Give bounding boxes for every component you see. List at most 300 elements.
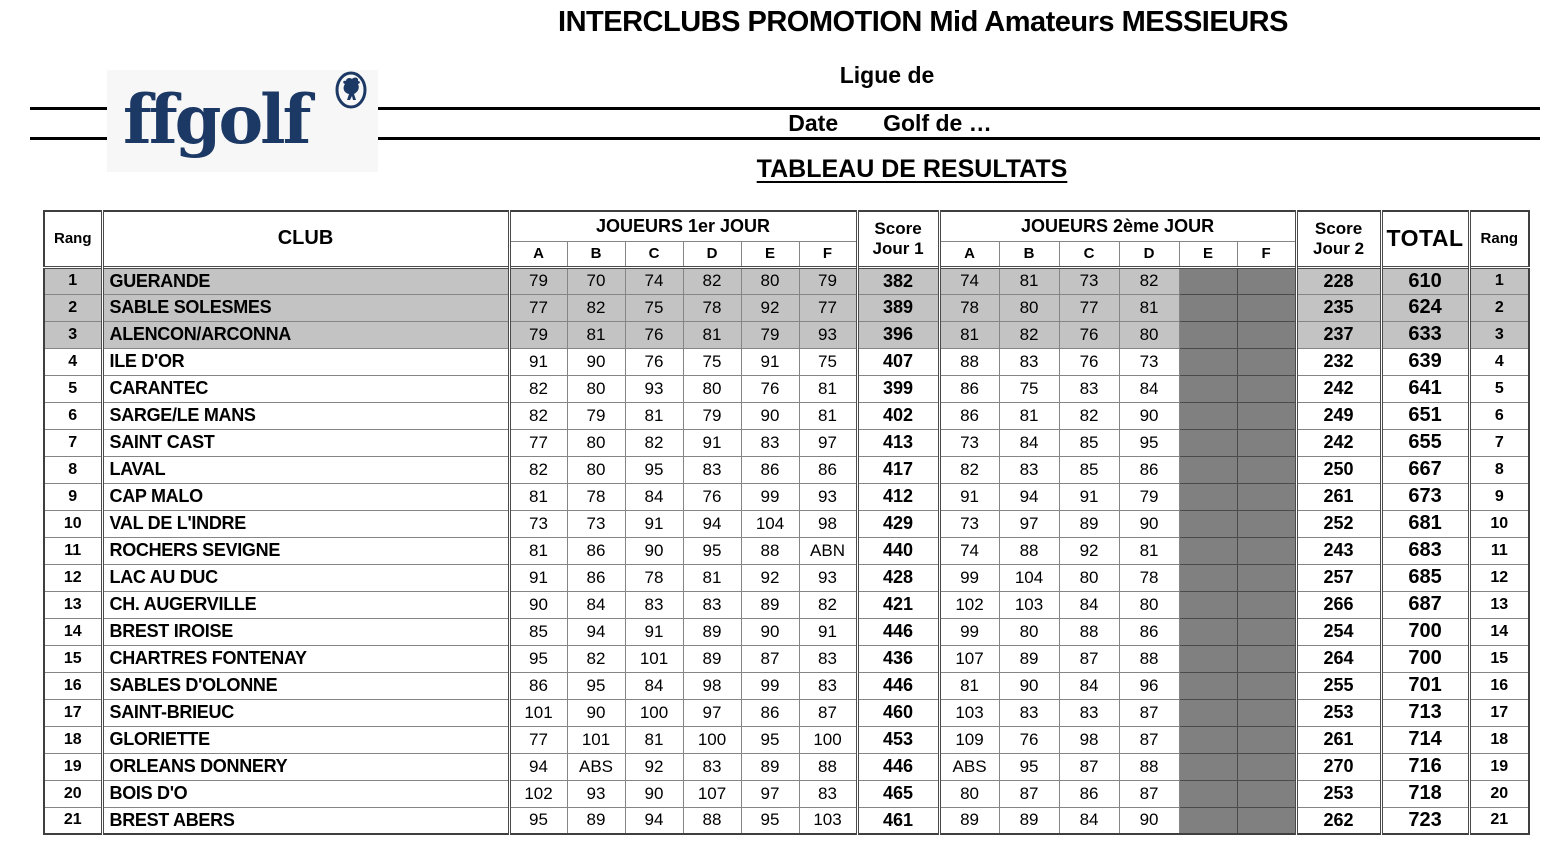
- header-day1-c: C: [625, 241, 683, 267]
- total-cell: 633: [1381, 321, 1469, 348]
- day2-score-cell: 89: [939, 807, 999, 834]
- total-cell: 714: [1381, 726, 1469, 753]
- day1-score-cell: 76: [683, 483, 741, 510]
- total-cell: 655: [1381, 429, 1469, 456]
- empty-cell: [1237, 591, 1296, 618]
- day2-score-cell: 84: [1059, 591, 1119, 618]
- day2-score-cell: 78: [1119, 564, 1179, 591]
- table-row: [44, 510, 1529, 537]
- day1-score-cell: 83: [625, 591, 683, 618]
- day1-score-cell: 78: [625, 564, 683, 591]
- score-day1-cell: 465: [857, 780, 939, 807]
- day1-score-cell: 101: [625, 645, 683, 672]
- score-day2-cell: 252: [1296, 510, 1381, 537]
- day2-score-cell: 81: [999, 402, 1059, 429]
- empty-cell: [1179, 564, 1237, 591]
- club-cell: SAINT-BRIEUC: [102, 699, 509, 726]
- day1-score-cell: 90: [567, 348, 625, 375]
- table-row: [44, 564, 1529, 591]
- total-cell: 687: [1381, 591, 1469, 618]
- day1-score-cell: 92: [625, 753, 683, 780]
- day1-score-cell: 94: [683, 510, 741, 537]
- day1-score-cell: 93: [799, 564, 857, 591]
- date-label: Date: [788, 110, 839, 136]
- day1-score-cell: 88: [741, 537, 799, 564]
- day2-score-cell: 81: [939, 321, 999, 348]
- club-cell: CHARTRES FONTENAY: [102, 645, 509, 672]
- day2-score-cell: 80: [1059, 564, 1119, 591]
- day2-score-cell: 78: [939, 294, 999, 321]
- day2-score-cell: 87: [1119, 726, 1179, 753]
- day1-score-cell: 89: [741, 753, 799, 780]
- day1-score-cell: 93: [799, 483, 857, 510]
- day1-score-cell: 97: [683, 699, 741, 726]
- day1-score-cell: 81: [683, 564, 741, 591]
- day2-score-cell: 94: [999, 483, 1059, 510]
- rank-cell: 20: [44, 780, 102, 807]
- day2-score-cell: 86: [1059, 780, 1119, 807]
- empty-cell: [1179, 726, 1237, 753]
- day1-score-cell: 82: [509, 456, 567, 483]
- day2-score-cell: 83: [999, 348, 1059, 375]
- day1-score-cell: 73: [509, 510, 567, 537]
- rank-cell: 16: [1469, 672, 1529, 699]
- header-day2-c: C: [1059, 241, 1119, 267]
- day1-score-cell: 98: [683, 672, 741, 699]
- empty-cell: [1237, 267, 1296, 294]
- day1-score-cell: 93: [799, 321, 857, 348]
- day1-score-cell: 95: [567, 672, 625, 699]
- day2-score-cell: 103: [999, 591, 1059, 618]
- day1-score-cell: 89: [567, 807, 625, 834]
- day2-score-cell: 84: [1059, 807, 1119, 834]
- table-row: [44, 402, 1529, 429]
- score-day2-cell: 250: [1296, 456, 1381, 483]
- rank-cell: 12: [1469, 564, 1529, 591]
- day1-score-cell: 79: [799, 267, 857, 294]
- day1-score-cell: 94: [567, 618, 625, 645]
- rank-cell: 13: [44, 591, 102, 618]
- score-day2-cell: 257: [1296, 564, 1381, 591]
- rank-cell: 11: [44, 537, 102, 564]
- day1-score-cell: 76: [625, 348, 683, 375]
- empty-cell: [1237, 537, 1296, 564]
- day1-score-cell: 75: [683, 348, 741, 375]
- day2-score-cell: 89: [1059, 510, 1119, 537]
- day1-score-cell: 79: [683, 402, 741, 429]
- day1-score-cell: 100: [799, 726, 857, 753]
- day2-score-cell: 96: [1119, 672, 1179, 699]
- table-row: [44, 645, 1529, 672]
- document-title: INTERCLUBS PROMOTION Mid Amateurs MESSIEURS: [558, 6, 1288, 38]
- empty-cell: [1179, 699, 1237, 726]
- date-golf-line: [788, 110, 991, 137]
- day2-score-cell: 76: [999, 726, 1059, 753]
- day2-score-cell: 80: [1119, 321, 1179, 348]
- club-cell: SABLE SOLESMES: [102, 294, 509, 321]
- day2-score-cell: 73: [1059, 267, 1119, 294]
- day2-score-cell: 99: [939, 564, 999, 591]
- score-day2-cell: 264: [1296, 645, 1381, 672]
- score1-label-line2: Jour 1: [872, 238, 924, 258]
- day2-score-cell: 83: [999, 699, 1059, 726]
- header-day2-f: F: [1237, 241, 1296, 267]
- day2-score-cell: 91: [1059, 483, 1119, 510]
- table-row: [44, 807, 1529, 834]
- score2-label-line1: Score: [1314, 219, 1363, 239]
- score-day1-cell: 396: [857, 321, 939, 348]
- rank-cell: 17: [44, 699, 102, 726]
- table-row: [44, 321, 1529, 348]
- day1-score-cell: 78: [683, 294, 741, 321]
- total-cell: 667: [1381, 456, 1469, 483]
- empty-cell: [1237, 402, 1296, 429]
- score-day2-cell: 242: [1296, 429, 1381, 456]
- day2-score-cell: 82: [1059, 402, 1119, 429]
- score-day1-cell: 402: [857, 402, 939, 429]
- day2-score-cell: 82: [939, 456, 999, 483]
- score-day1-cell: 412: [857, 483, 939, 510]
- day1-score-cell: 88: [799, 753, 857, 780]
- score-day2-cell: 242: [1296, 375, 1381, 402]
- ligue-line: Ligue de: [839, 62, 935, 88]
- rank-cell: 3: [1469, 321, 1529, 348]
- day1-score-cell: 78: [567, 483, 625, 510]
- day2-score-cell: 98: [1059, 726, 1119, 753]
- club-cell: CH. AUGERVILLE: [102, 591, 509, 618]
- day1-score-cell: 81: [683, 321, 741, 348]
- rank-cell: 5: [1469, 375, 1529, 402]
- day2-score-cell: 83: [999, 456, 1059, 483]
- day1-score-cell: 80: [741, 267, 799, 294]
- rank-cell: 19: [1469, 753, 1529, 780]
- rank-cell: 8: [44, 456, 102, 483]
- rank-cell: 16: [44, 672, 102, 699]
- day1-score-cell: 80: [567, 375, 625, 402]
- rank-cell: 18: [1469, 726, 1529, 753]
- day1-score-cell: 82: [799, 591, 857, 618]
- total-cell: 651: [1381, 402, 1469, 429]
- total-cell: 716: [1381, 753, 1469, 780]
- day2-score-cell: 88: [1119, 753, 1179, 780]
- score-day2-cell: 262: [1296, 807, 1381, 834]
- day2-score-cell: 109: [939, 726, 999, 753]
- total-cell: 701: [1381, 672, 1469, 699]
- rank-cell: 15: [44, 645, 102, 672]
- day2-score-cell: 103: [939, 699, 999, 726]
- total-cell: 624: [1381, 294, 1469, 321]
- day1-score-cell: 79: [509, 267, 567, 294]
- rank-cell: 6: [1469, 402, 1529, 429]
- score-day2-cell: 254: [1296, 618, 1381, 645]
- header-club: CLUB: [102, 211, 509, 267]
- rule-line: [378, 137, 1540, 140]
- score-day1-cell: 446: [857, 672, 939, 699]
- day1-score-cell: 70: [567, 267, 625, 294]
- rule-line: [30, 107, 110, 110]
- score-day1-cell: 429: [857, 510, 939, 537]
- day2-score-cell: 84: [1119, 375, 1179, 402]
- club-cell: ORLEANS DONNERY: [102, 753, 509, 780]
- day1-score-cell: 97: [741, 780, 799, 807]
- header-day1-f: F: [799, 241, 857, 267]
- day2-score-cell: 104: [999, 564, 1059, 591]
- golf-label: Golf de …: [883, 110, 992, 136]
- rank-cell: 10: [1469, 510, 1529, 537]
- day2-score-cell: 88: [999, 537, 1059, 564]
- score-day1-cell: 461: [857, 807, 939, 834]
- score-day1-cell: 417: [857, 456, 939, 483]
- empty-cell: [1179, 510, 1237, 537]
- day1-score-cell: 95: [509, 807, 567, 834]
- day1-score-cell: 92: [741, 294, 799, 321]
- empty-cell: [1237, 510, 1296, 537]
- empty-cell: [1179, 429, 1237, 456]
- rank-cell: 5: [44, 375, 102, 402]
- day1-score-cell: 91: [683, 429, 741, 456]
- day2-score-cell: 107: [939, 645, 999, 672]
- day2-score-cell: 86: [1119, 456, 1179, 483]
- header-total: TOTAL: [1381, 211, 1469, 267]
- day1-score-cell: 80: [683, 375, 741, 402]
- table-row: [44, 483, 1529, 510]
- empty-cell: [1179, 672, 1237, 699]
- day2-score-cell: 81: [939, 672, 999, 699]
- empty-cell: [1237, 618, 1296, 645]
- day1-score-cell: 98: [799, 510, 857, 537]
- day2-score-cell: 80: [1119, 591, 1179, 618]
- day1-score-cell: 84: [625, 672, 683, 699]
- day1-score-cell: 99: [741, 672, 799, 699]
- club-cell: LAC AU DUC: [102, 564, 509, 591]
- day1-score-cell: 88: [683, 807, 741, 834]
- rank-cell: 9: [44, 483, 102, 510]
- rank-cell: 10: [44, 510, 102, 537]
- day2-score-cell: 87: [1119, 699, 1179, 726]
- header-day2-group: JOUEURS 2ème JOUR: [939, 211, 1296, 241]
- day1-score-cell: 83: [741, 429, 799, 456]
- day2-score-cell: 75: [999, 375, 1059, 402]
- results-table: [43, 210, 1530, 835]
- table-row: [44, 780, 1529, 807]
- table-row: [44, 618, 1529, 645]
- club-cell: ROCHERS SEVIGNE: [102, 537, 509, 564]
- day1-score-cell: 97: [799, 429, 857, 456]
- day1-score-cell: 90: [741, 402, 799, 429]
- day2-score-cell: 82: [1119, 267, 1179, 294]
- club-cell: CAP MALO: [102, 483, 509, 510]
- day1-score-cell: 87: [741, 645, 799, 672]
- day2-score-cell: 86: [1119, 618, 1179, 645]
- score2-label-line2: Jour 2: [1313, 238, 1365, 258]
- total-cell: 718: [1381, 780, 1469, 807]
- rank-cell: 13: [1469, 591, 1529, 618]
- day1-score-cell: 87: [799, 699, 857, 726]
- day1-score-cell: 91: [625, 510, 683, 537]
- score-day2-cell: 270: [1296, 753, 1381, 780]
- score-day1-cell: 460: [857, 699, 939, 726]
- day1-score-cell: 91: [509, 564, 567, 591]
- empty-cell: [1179, 375, 1237, 402]
- day1-score-cell: 107: [683, 780, 741, 807]
- day1-score-cell: 91: [625, 618, 683, 645]
- day1-score-cell: 90: [567, 699, 625, 726]
- header-day2-e: E: [1179, 241, 1237, 267]
- table-row: [44, 267, 1529, 294]
- day2-score-cell: 80: [999, 618, 1059, 645]
- rank-cell: 6: [44, 402, 102, 429]
- empty-cell: [1237, 780, 1296, 807]
- day2-score-cell: 86: [939, 402, 999, 429]
- table-row: [44, 753, 1529, 780]
- rank-cell: 18: [44, 726, 102, 753]
- day1-score-cell: 101: [509, 699, 567, 726]
- header-day1-group: JOUEURS 1er JOUR: [509, 211, 857, 241]
- rooster-icon: [334, 70, 368, 110]
- score-day2-cell: 266: [1296, 591, 1381, 618]
- total-cell: 685: [1381, 564, 1469, 591]
- empty-cell: [1179, 483, 1237, 510]
- score-day2-cell: 253: [1296, 780, 1381, 807]
- rank-cell: 4: [1469, 348, 1529, 375]
- club-cell: LAVAL: [102, 456, 509, 483]
- day1-score-cell: 83: [799, 780, 857, 807]
- rank-cell: 15: [1469, 645, 1529, 672]
- day2-score-cell: 87: [1059, 753, 1119, 780]
- day1-score-cell: 95: [741, 807, 799, 834]
- score-day1-cell: 399: [857, 375, 939, 402]
- total-cell: 713: [1381, 699, 1469, 726]
- day1-score-cell: 82: [509, 402, 567, 429]
- day2-score-cell: 80: [999, 294, 1059, 321]
- empty-cell: [1179, 294, 1237, 321]
- day1-score-cell: 93: [625, 375, 683, 402]
- day1-score-cell: 79: [741, 321, 799, 348]
- empty-cell: [1179, 591, 1237, 618]
- day1-score-cell: 81: [509, 537, 567, 564]
- score-day2-cell: 255: [1296, 672, 1381, 699]
- rank-cell: 11: [1469, 537, 1529, 564]
- day1-score-cell: 74: [625, 267, 683, 294]
- score-day2-cell: 228: [1296, 267, 1381, 294]
- header-rank-2: Rang: [1469, 211, 1529, 267]
- club-cell: CARANTEC: [102, 375, 509, 402]
- day1-score-cell: 101: [567, 726, 625, 753]
- day1-score-cell: 95: [683, 537, 741, 564]
- day1-score-cell: 82: [625, 429, 683, 456]
- table-row: [44, 537, 1529, 564]
- header-day1-e: E: [741, 241, 799, 267]
- empty-cell: [1237, 645, 1296, 672]
- header-day2-d: D: [1119, 241, 1179, 267]
- empty-cell: [1179, 753, 1237, 780]
- total-cell: 641: [1381, 375, 1469, 402]
- table-row: [44, 726, 1529, 753]
- day1-score-cell: 80: [567, 456, 625, 483]
- empty-cell: [1237, 807, 1296, 834]
- day1-score-cell: 104: [741, 510, 799, 537]
- club-cell: BREST ABERS: [102, 807, 509, 834]
- day1-score-cell: 85: [509, 618, 567, 645]
- day1-score-cell: 86: [567, 564, 625, 591]
- empty-cell: [1237, 456, 1296, 483]
- table-row: [44, 375, 1529, 402]
- club-cell: SAINT CAST: [102, 429, 509, 456]
- score-day2-cell: 261: [1296, 483, 1381, 510]
- day1-score-cell: 81: [625, 402, 683, 429]
- day1-score-cell: 92: [741, 564, 799, 591]
- rank-cell: 14: [1469, 618, 1529, 645]
- club-cell: ILE D'OR: [102, 348, 509, 375]
- day2-score-cell: 90: [1119, 510, 1179, 537]
- empty-cell: [1237, 429, 1296, 456]
- day1-score-cell: 83: [683, 753, 741, 780]
- day2-score-cell: 77: [1059, 294, 1119, 321]
- rank-cell: 14: [44, 618, 102, 645]
- day1-score-cell: 81: [799, 402, 857, 429]
- header-day1-a: A: [509, 241, 567, 267]
- day2-score-cell: 76: [1059, 348, 1119, 375]
- day1-score-cell: 100: [625, 699, 683, 726]
- score-day1-cell: 407: [857, 348, 939, 375]
- total-cell: 700: [1381, 645, 1469, 672]
- score-day2-cell: 249: [1296, 402, 1381, 429]
- day1-score-cell: 79: [509, 321, 567, 348]
- day2-score-cell: 88: [1059, 618, 1119, 645]
- empty-cell: [1237, 699, 1296, 726]
- day2-score-cell: 74: [939, 267, 999, 294]
- score-day2-cell: 232: [1296, 348, 1381, 375]
- header-score-day2: [1296, 211, 1381, 267]
- day1-score-cell: 81: [509, 483, 567, 510]
- day1-score-cell: 102: [509, 780, 567, 807]
- table-row: [44, 348, 1529, 375]
- rank-cell: 7: [1469, 429, 1529, 456]
- tableau-title: TABLEAU DE RESULTATS: [756, 155, 1068, 183]
- table-row: [44, 429, 1529, 456]
- total-cell: 723: [1381, 807, 1469, 834]
- rank-cell: 12: [44, 564, 102, 591]
- header-day2-b: B: [999, 241, 1059, 267]
- ffgolf-logo: [107, 70, 378, 172]
- day1-score-cell: 94: [509, 753, 567, 780]
- day1-score-cell: 83: [799, 672, 857, 699]
- table-row: [44, 456, 1529, 483]
- day1-score-cell: 75: [799, 348, 857, 375]
- day1-score-cell: 82: [509, 375, 567, 402]
- score-day1-cell: 446: [857, 753, 939, 780]
- score1-label-line1: Score: [874, 219, 922, 239]
- day2-score-cell: 87: [999, 780, 1059, 807]
- day1-score-cell: 90: [625, 537, 683, 564]
- score-day2-cell: 253: [1296, 699, 1381, 726]
- score-day1-cell: 446: [857, 618, 939, 645]
- day1-score-cell: 86: [567, 537, 625, 564]
- empty-cell: [1237, 564, 1296, 591]
- day1-score-cell: 95: [625, 456, 683, 483]
- empty-cell: [1179, 402, 1237, 429]
- day2-score-cell: 81: [999, 267, 1059, 294]
- empty-cell: [1237, 753, 1296, 780]
- day2-score-cell: 81: [1119, 537, 1179, 564]
- day2-score-cell: 85: [1059, 429, 1119, 456]
- day2-score-cell: 87: [1119, 780, 1179, 807]
- empty-cell: [1237, 348, 1296, 375]
- day1-score-cell: 91: [799, 618, 857, 645]
- day1-score-cell: 103: [799, 807, 857, 834]
- rule-line: [30, 137, 110, 140]
- day2-score-cell: 95: [999, 753, 1059, 780]
